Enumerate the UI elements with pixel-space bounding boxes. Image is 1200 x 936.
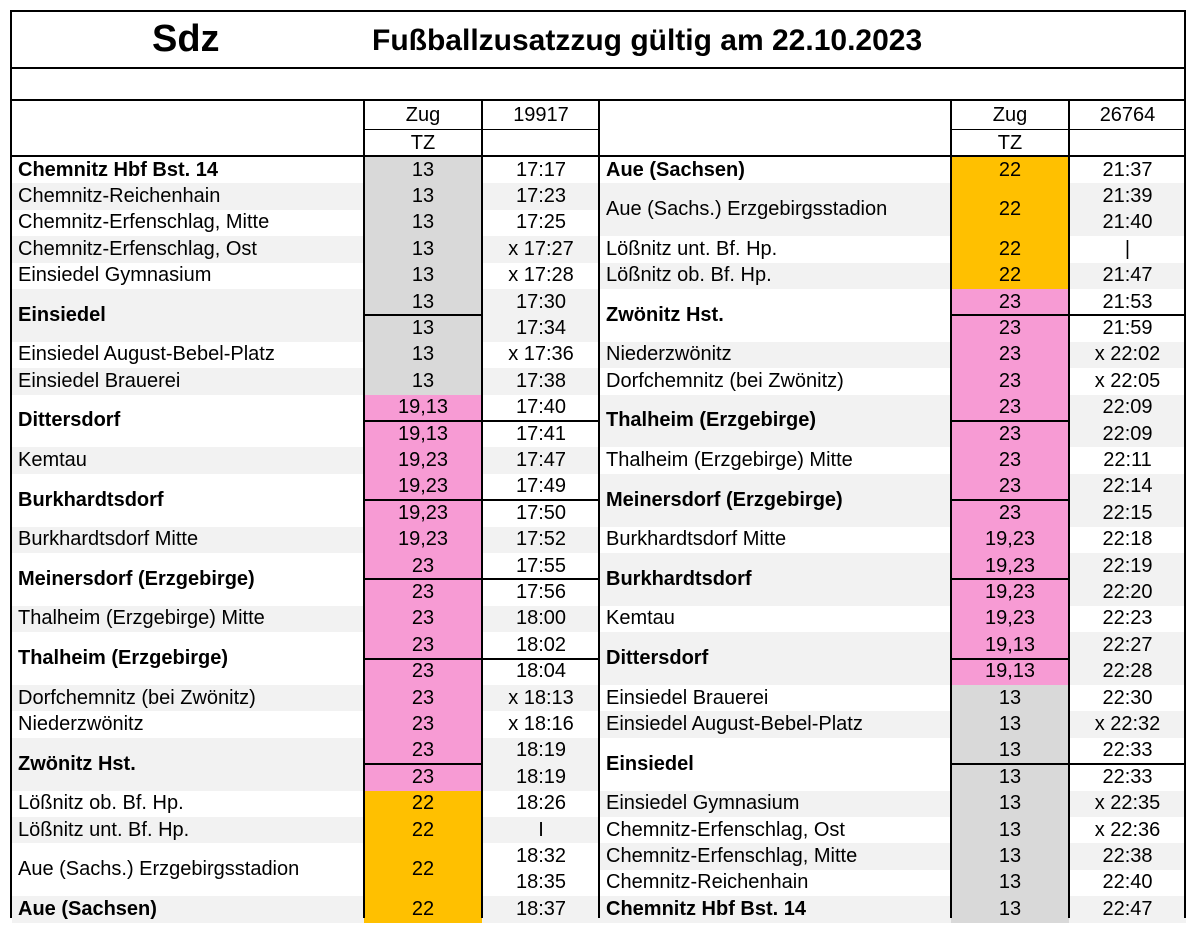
tz-cell: 22 [951,236,1069,262]
time-cell: 22:27 [1069,632,1186,658]
time-cell: x 18:13 [482,685,600,711]
time-cell: 22:28 [1069,659,1186,685]
tz-cell: 13 [364,342,482,368]
station-name: Chemnitz Hbf Bst. 14 [600,896,951,922]
station-name: Chemnitz Hbf Bst. 14 [18,158,219,181]
station-name: Burkhardtsdorf Mitte [12,527,364,553]
tz-cell: 13 [951,738,1069,764]
station-name: Einsiedel Brauerei [606,686,769,709]
station-name: Meinersdorf (Erzgebirge) [18,567,255,590]
station-name: Burkhardtsdorf [18,488,164,511]
tz-cell: 13 [951,791,1069,817]
station-name: Chemnitz-Erfenschlag, Ost [12,236,364,262]
time-cell: 17:23 [482,183,600,209]
return-timetable [600,101,1186,918]
tz-cell: 23 [364,579,482,605]
time-cell: 18:35 [515,871,567,894]
time-cell: x 17:28 [508,264,574,287]
time-cell: I [482,817,600,843]
station-name: Burkhardtsdorf Mitte [606,528,787,551]
tz-cell: 13 [951,870,1069,896]
time-cell: 17:25 [515,211,567,234]
tz-cell: 13 [951,843,1069,869]
tz-cell: 19,23 [364,447,482,473]
station-name: Thalheim (Erzgebirge) Mitte [606,449,853,472]
page-title: Fußballzusatzzug gültig am 22.10.2023 [372,24,923,57]
time-cell: 17:40 [515,396,567,419]
tz-cell: 19,23 [951,527,1069,553]
tz-cell: 23 [951,500,1069,526]
station-name: Aue (Sachsen) [606,158,745,181]
time-cell: 17:50 [515,501,567,524]
tz-cell: 23 [951,474,1069,500]
timetable-sheet [10,10,1186,918]
station-name: Chemnitz-Reichenhain [606,871,809,894]
title-bar [12,12,1184,69]
time-cell: 22:23 [1102,607,1153,630]
column-line [481,101,483,918]
time-cell: 17:49 [515,475,567,498]
station-name: Chemnitz-Reichenhain [12,183,364,209]
time-cell: 17:56 [515,581,567,604]
time-cell: 22:33 [1102,765,1153,788]
time-cell: x 22:36 [1094,818,1161,841]
station-name: Zwönitz Hst. [606,303,724,326]
tz-cell: 23 [364,632,482,658]
tz-cell: 22 [364,791,482,817]
time-cell: x 17:36 [508,343,574,366]
time-cell: 18:02 [515,633,567,656]
station-name: Kemtau [12,447,364,473]
station-name: Einsiedel August-Bebel-Platz [18,343,275,366]
tz-cell: 22 [364,817,482,843]
time-cell: 17:41 [515,422,567,445]
time-cell: 22:40 [1102,871,1153,894]
station-name: Dorfchemnitz (bei Zwönitz) [606,369,844,392]
time-cell: 17:52 [482,527,600,553]
time-cell: 21:47 [1069,263,1186,289]
tz-cell: 23 [364,606,482,632]
time-cell: 17:17 [515,158,567,181]
tz-cell: 13 [951,896,1069,922]
tz-cell: 23 [951,289,1069,315]
tz-cell: 22 [951,263,1069,289]
tz-cell: 13 [951,764,1069,790]
time-cell: 22:15 [1069,500,1186,526]
station-name: Thalheim (Erzgebirge) [600,395,951,448]
train-code: Sdz [152,18,220,60]
spacer-row [12,69,1184,101]
time-cell: 21:53 [1102,290,1153,313]
time-cell: x 22:35 [1069,791,1186,817]
tz-cell: 23 [364,764,482,790]
tz-cell: 23 [364,659,482,685]
station-name: Aue (Sachs.) Erzgebirgsstadion [18,858,300,881]
time-cell: 17:34 [482,315,600,341]
time-cell: 22:14 [1069,474,1186,500]
tz-cell: 23 [951,395,1069,421]
time-cell: | [1124,237,1131,260]
tz-cell: 19,13 [951,659,1069,685]
tz-cell: 22 [364,843,482,896]
time-cell: 22:11 [1103,449,1152,472]
station-name: Chemnitz-Erfenschlag, Ost [606,818,845,841]
time-cell: 22:09 [1069,395,1186,421]
tz-cell: 13 [364,157,482,183]
time-cell: 22:09 [1069,421,1186,447]
time-cell: 22:18 [1102,528,1153,551]
time-cell: 22:38 [1069,843,1186,869]
time-cell: x 22:02 [1069,342,1186,368]
time-cell: 17:47 [482,447,600,473]
station-name: Einsiedel August-Bebel-Platz [600,711,951,737]
station-name: Burkhardtsdorf [600,553,951,606]
time-cell: 21:59 [1102,317,1153,340]
tz-cell: 23 [951,447,1069,473]
time-cell: 17:30 [482,289,600,315]
tz-cell: 13 [364,289,482,315]
station-name: Dittersdorf [18,409,121,432]
station-name: Lößnitz ob. Bf. Hp. [600,263,951,289]
tz-cell: 23 [951,368,1069,394]
time-cell: x 18:16 [508,713,574,736]
station-name: Lößnitz unt. Bf. Hp. [606,237,778,260]
time-cell: 22:30 [1102,686,1153,709]
time-cell: 18:19 [482,764,600,790]
train-number: 26764 [1099,103,1156,126]
tz-cell: 19,13 [951,632,1069,658]
tz-cell: 13 [364,236,482,262]
station-name: Aue (Sachsen) [12,896,364,922]
station-name: Einsiedel [606,752,694,775]
time-cell: x 17:27 [482,236,600,262]
time-cell: 18:19 [482,738,600,764]
station-name: Chemnitz-Erfenschlag, Mitte [18,211,270,234]
station-name: Niederzwönitz [18,713,144,736]
tz-cell: 13 [364,210,482,236]
time-cell: 18:37 [482,896,600,922]
station-name: Einsiedel Gymnasium [18,264,212,287]
time-cell: x 22:05 [1094,369,1161,392]
time-cell: x 22:32 [1069,711,1186,737]
time-cell: 22:20 [1069,579,1186,605]
tz-cell: 19,13 [364,395,482,421]
tz-cell: 19,23 [951,606,1069,632]
tz-cell: 23 [364,738,482,764]
column-line [1184,101,1186,918]
station-name: Thalheim (Erzgebirge) Mitte [12,606,364,632]
station-name: Thalheim (Erzgebirge) [18,647,229,670]
tz-cell: 22 [951,183,1069,236]
tz-cell: 23 [951,421,1069,447]
time-cell: 18:26 [515,792,567,815]
station-name: Niederzwönitz [600,342,951,368]
station-name: Dittersdorf [600,632,951,685]
tz-cell: 13 [364,183,482,209]
tz-cell: 13 [951,685,1069,711]
tz-cell: 19,13 [364,421,482,447]
tz-cell: 19,23 [364,474,482,500]
column-line [950,101,952,918]
tz-cell: 13 [364,315,482,341]
tz-cell: 22 [951,157,1069,183]
tz-cell: 13 [951,817,1069,843]
column-line [363,101,365,918]
column-line [1068,101,1070,918]
tz-cell: 23 [364,553,482,579]
time-cell: 22:47 [1069,896,1186,922]
station-name: Aue (Sachs.) Erzgebirgsstadion [600,183,951,236]
station-name: Einsiedel Gymnasium [600,791,951,817]
outbound-timetable [12,101,600,918]
tz-cell: 19,23 [951,579,1069,605]
time-cell: 21:40 [1069,210,1186,236]
tz-cell: 19,23 [364,527,482,553]
tz-cell: 13 [364,368,482,394]
station-name: Einsiedel [12,289,364,342]
station-name: Chemnitz-Erfenschlag, Mitte [600,843,951,869]
zug-label: Zug [405,103,441,126]
time-cell: 21:37 [1102,158,1153,181]
station-name: Lößnitz ob. Bf. Hp. [18,792,184,815]
station-name: Einsiedel Brauerei [12,368,364,394]
train-number: 19917 [513,103,569,126]
time-cell: 17:38 [482,368,600,394]
tz-cell: 19,23 [364,500,482,526]
time-cell: 17:55 [515,554,567,577]
tz-cell: 23 [364,685,482,711]
tz-label: TZ [997,131,1023,154]
time-cell: 18:04 [515,660,567,683]
tz-label: TZ [410,131,436,154]
time-cell: 18:00 [482,606,600,632]
station-name: Dorfchemnitz (bei Zwönitz) [12,685,364,711]
tz-cell: 13 [951,711,1069,737]
station-name: Kemtau [606,607,675,630]
tz-cell: 13 [364,263,482,289]
zug-label: Zug [992,103,1028,126]
tz-cell: 23 [364,711,482,737]
time-cell: 22:33 [1102,739,1153,762]
station-name: Zwönitz Hst. [12,738,364,791]
station-name: Meinersdorf (Erzgebirge) [600,474,951,527]
tz-cell: 23 [951,315,1069,341]
time-cell: 22:19 [1069,553,1186,579]
tz-cell: 19,23 [951,553,1069,579]
time-cell: 18:32 [515,845,567,868]
tz-cell: 22 [364,896,482,922]
time-cell: 21:39 [1069,183,1186,209]
station-name: Lößnitz unt. Bf. Hp. [12,817,364,843]
tz-cell: 23 [951,342,1069,368]
